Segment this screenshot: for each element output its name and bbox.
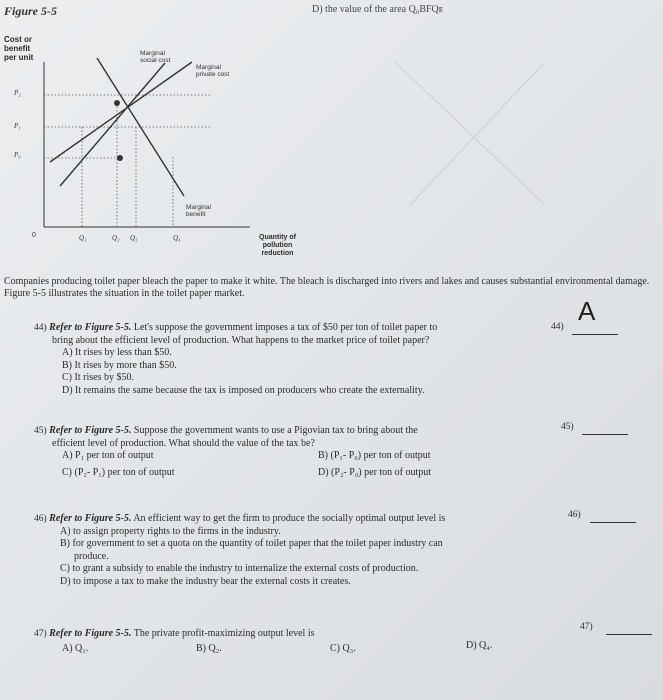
q47-margin-number: 47) — [580, 622, 593, 632]
question-44: 44) Refer to Figure 5-5. Let's suppose the government imposes a tax of $50 per ton of toilet paper to bring about the efficient level of production. What happens to the market price of toilet paper? A) It rises by less than $50. B) It rises by more than $50. C) It rises by $50. D) It remains the same because the tax is imposed on producers who create the externality. — [34, 322, 554, 397]
origin-label: 0 — [32, 232, 36, 239]
tick-p0: P₀ — [14, 151, 21, 159]
q45-answer-blank[interactable] — [582, 422, 628, 435]
q44-option-d: D) It remains the same because the tax is imposed on producers who create the externality. — [62, 384, 425, 396]
q44-option-a: A) It rises by less than $50. — [62, 347, 172, 358]
q46-option-d: D) to impose a tax to make the industry bear the external costs it creates. — [60, 575, 351, 587]
q46-option-b: B) for government to set a quota on the quantity of toilet paper that the toilet paper industry can — [60, 538, 443, 549]
q45-option-a: A) P₁ per ton of output — [62, 450, 154, 461]
previous-answer-fragment: D) the value of the area Q₀BFQᴇ — [312, 4, 444, 15]
q46-answer-blank[interactable] — [590, 510, 636, 523]
q44-margin-number: 44) — [551, 322, 564, 332]
question-46: 46) Refer to Figure 5-5. An efficient way to get the firm to produce the socially optimal output level is A) to assign property rights to the firms in the industry. B) for government to set a quota on the quantity of toilet paper that the toilet paper industry can produce. C) to grant a subsidy to enable the industry to internalize the external costs of production. D) to impose a tax to make the industry bear the external costs it creates. — [34, 513, 564, 588]
tick-q2: Q₂ — [112, 234, 120, 242]
marginal-private-cost-curve — [50, 62, 192, 162]
intro-paragraph: Companies producing toilet paper bleach the paper to make it white. The bleach is discharged into rivers and lakes and causes substantial environmental damage. Figure 5-5 illustrates the situation in the toilet paper market. — [4, 276, 650, 299]
tick-p2: P₂ — [14, 89, 21, 97]
tick-q4: Q₄ — [173, 234, 181, 242]
q45-option-d: D) (P₂- P₀) per ton of output — [318, 467, 432, 478]
point-upper — [114, 100, 120, 106]
label-marginal-benefit: Marginal benefit — [186, 204, 211, 218]
figure-graph — [0, 0, 663, 270]
q47-option-d: D) Q₄. — [466, 640, 493, 651]
q45-option-c: C) (P₂- P₁) per ton of output — [62, 467, 175, 478]
q47-option-b: B) Q₂. — [196, 643, 222, 654]
tick-p1: P₁ — [14, 122, 21, 130]
question-47: 47) Refer to Figure 5-5. The private profit-maximizing output level is — [34, 628, 315, 639]
question-45: 45) Refer to Figure 5-5. Suppose the government wants to use a Pigovian tax to bring about the efficient level of production. What should the value of the tax be? — [34, 425, 418, 449]
q45-margin-number: 45) — [561, 422, 574, 432]
q46-option-a: A) to assign property rights to the firms in the industry. — [60, 525, 281, 537]
x-axis-label: Quantity of pollution reduction — [259, 234, 296, 257]
ghost-lines — [395, 62, 545, 205]
q44-handwritten-answer: A — [578, 296, 596, 326]
q46-option-c: C) to grant a subsidy to enable the industry to internalize the external costs of production. — [60, 563, 419, 574]
q47-option-a: A) Q₁. — [62, 643, 89, 654]
label-marginal-social-cost: Marginal social cost — [140, 50, 171, 64]
q47-answer-blank[interactable] — [606, 622, 652, 635]
tick-q1: Q₁ — [79, 234, 87, 242]
label-marginal-private-cost: Marginal private cost — [196, 64, 230, 78]
q44-option-b: B) It rises by more than $50. — [62, 359, 177, 371]
q46-margin-number: 46) — [568, 510, 581, 520]
tick-q3: Q₃ — [130, 234, 138, 242]
point-lower — [117, 155, 123, 161]
y-axis-label: Cost or benefit per unit — [4, 35, 34, 62]
q45-option-b: B) (P₁- P₀) per ton of output — [318, 450, 431, 461]
figure-title: Figure 5-5 — [4, 4, 58, 18]
q47-option-c: C) Q₃. — [330, 643, 356, 654]
q44-option-c: C) It rises by $50. — [62, 372, 134, 383]
